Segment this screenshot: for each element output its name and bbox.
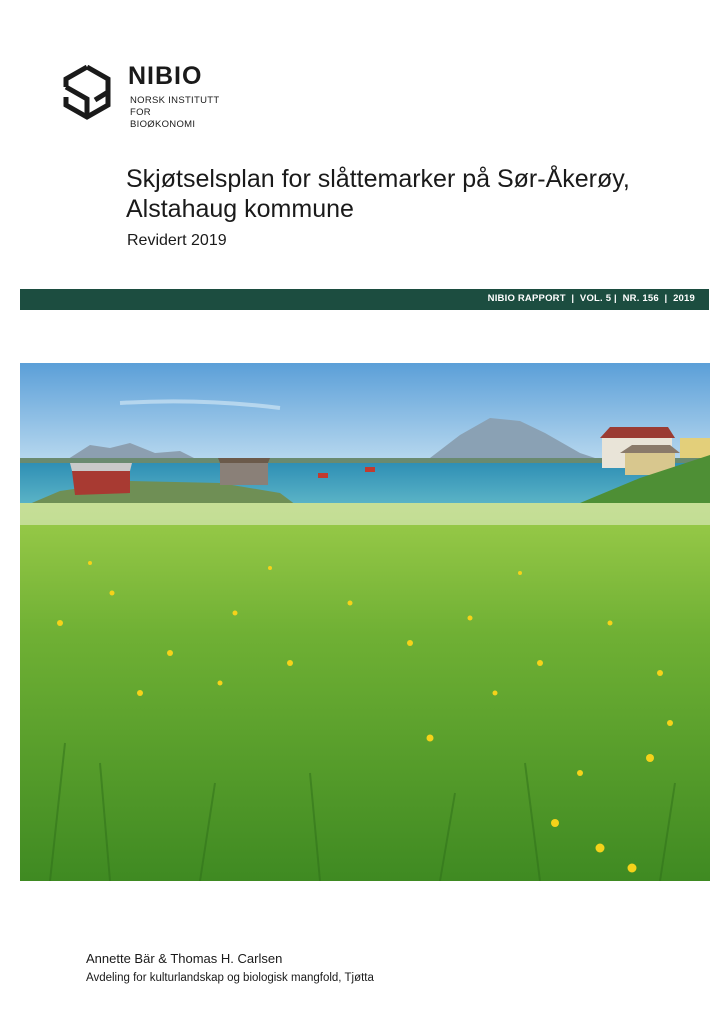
logo-subtitle-line1: NORSK INSTITUTT FOR [130,95,220,118]
cover-photo [20,363,710,881]
logo-subtitle-line2: BIOØKONOMI [130,119,196,130]
report-revision: Revidert 2019 [127,232,227,249]
nibio-logo-icon [62,64,112,120]
department: Avdeling for kulturlandskap og biologisk mangfold, Tjøtta [86,972,374,984]
report-title-line1: Skjøtselsplan for slåttemarker på Sør-Åkerøy, [126,165,630,193]
series-info: NIBIO RAPPORT | VOL. 5 | NR. 156 | 2019 [487,293,695,304]
authors: Annette Bär & Thomas H. Carlsen [86,951,283,966]
logo-wordmark: NIBIO [128,62,203,90]
report-title-line2: Alstahaug kommune [126,195,354,223]
report-title [126,164,706,224]
nibio-logo [62,62,242,130]
logo-subtitle [130,95,242,131]
landscape-photo-icon [20,363,710,881]
series-bar [20,289,709,310]
